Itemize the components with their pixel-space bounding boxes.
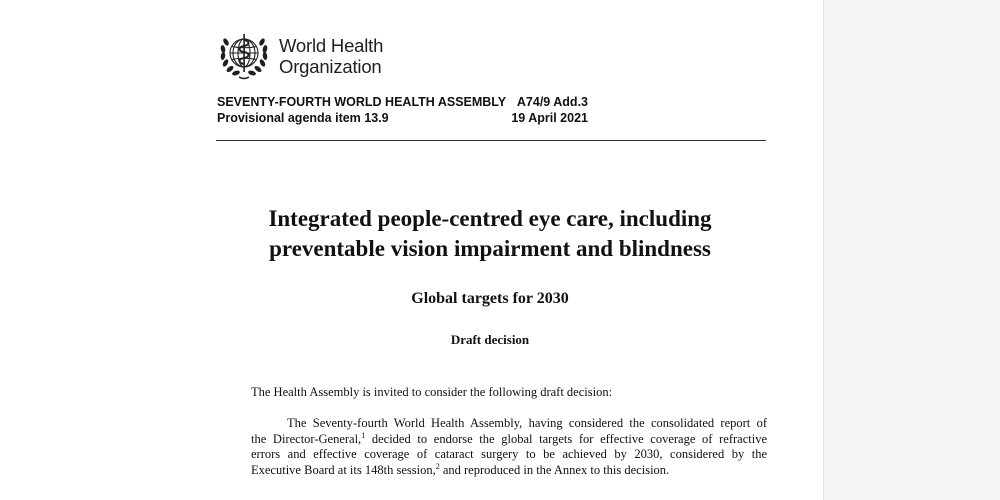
organization-name-line2: Organization (279, 56, 382, 77)
organization-name-line1: World Health (279, 35, 384, 56)
header-divider (216, 140, 766, 141)
paragraph-line (251, 463, 767, 479)
decision-paragraph (251, 416, 767, 478)
section-label: Draft decision (450, 332, 530, 347)
document-title-line2: preventable vision impairment and blindness (269, 236, 711, 261)
paragraph-text: Executive Board at its 148th session, (251, 462, 436, 477)
paragraph-text: and reproduced in the Annex to this decision. (439, 462, 670, 477)
document-date: 19 April 2021 (511, 111, 588, 125)
agenda-item: Provisional agenda item 13.9 (217, 111, 389, 125)
document-subtitle: Global targets for 2030 (411, 290, 569, 307)
assembly-name: SEVENTY-FOURTH WORLD HEALTH ASSEMBLY (217, 95, 507, 109)
footnote-marker[interactable]: 1 (361, 430, 366, 440)
document-number: A74/9 Add.3 (516, 95, 588, 109)
organization-name (279, 35, 383, 77)
footnote-marker[interactable]: 2 (435, 461, 440, 471)
document-title-line1: Integrated people-centred eye care, including (268, 206, 712, 231)
document-reference (511, 94, 588, 126)
who-logo (215, 28, 405, 84)
viewer-gutter (823, 0, 1000, 500)
paragraph-line: errors and effective coverage of cataract surgery to be achieved by 2030, considered by the (251, 447, 767, 461)
paragraph-line (251, 432, 767, 448)
paragraph-text: the Director-General, (251, 431, 362, 446)
paragraph-line: The Seventy-fourth World Health Assembly, having considered the consolidated report of (287, 416, 767, 430)
paragraph-text: decided to endorse the global targets for effective coverage of refractive (365, 431, 768, 446)
document-title (200, 204, 780, 264)
assembly-header (217, 94, 506, 126)
who-emblem-icon (215, 28, 273, 84)
intro-paragraph: The Health Assembly is invited to consider the following draft decision: (251, 385, 613, 399)
